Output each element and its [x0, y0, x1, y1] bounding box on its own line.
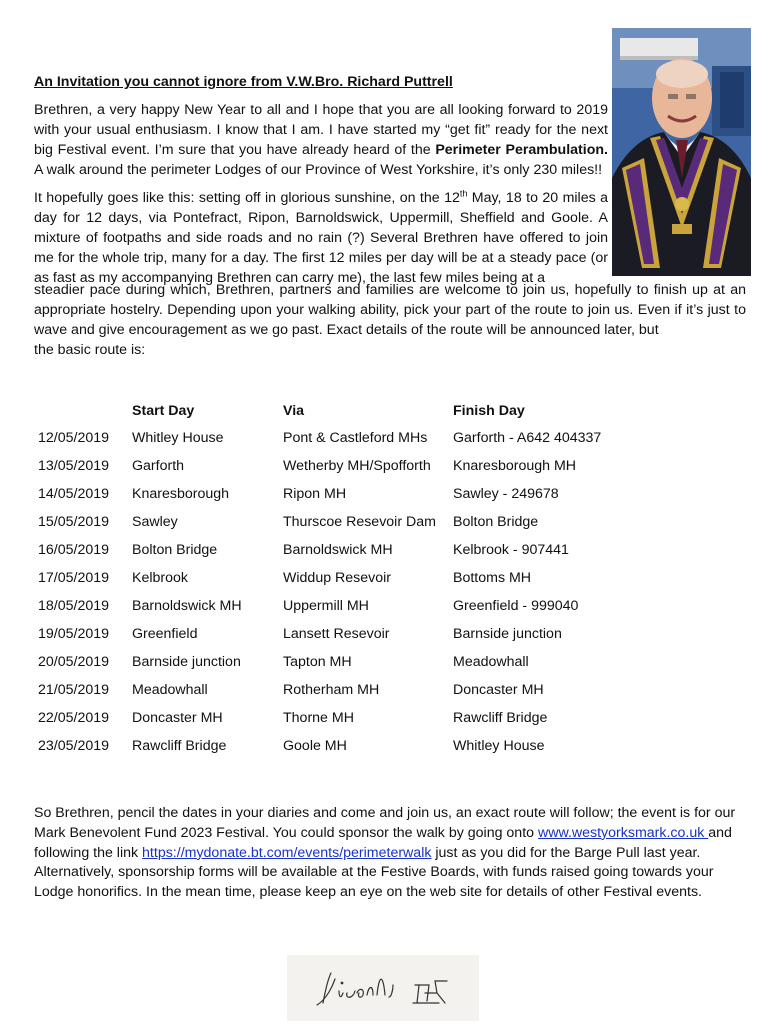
- cell-start: Barnoldswick MH: [132, 598, 242, 614]
- cell-date: 19/05/2019: [38, 626, 110, 642]
- paragraph-new-year-tail: A walk around the perimeter Lodges of our Province of West Yorkshire, it’s only 230 miles!!: [34, 162, 603, 178]
- cell-via: Lansett Resevoir: [283, 626, 390, 642]
- closing-text-1: So Brethren, pencil the dates in your diaries and come and join us, an exact route will follow; the event is for our Mark Benevolent Fund 2023 Festival. You could sponsor the walk by going onto: [34, 805, 736, 841]
- paragraph-plan-continuation: [34, 280, 746, 360]
- table-row: [38, 424, 633, 452]
- cell-finish: Barnside junction: [453, 626, 562, 642]
- paragraph-plan: [34, 188, 608, 288]
- cell-via: Ripon MH: [283, 486, 347, 502]
- website-link[interactable]: www.westyorksmark.co.uk: [537, 824, 709, 841]
- table-row: [38, 452, 633, 480]
- paragraph-new-year: [34, 100, 608, 180]
- cell-via: Barnoldswick MH: [283, 542, 393, 558]
- cell-date: 21/05/2019: [38, 682, 110, 698]
- cell-finish: Rawcliff Bridge: [453, 710, 548, 726]
- intro-section: [34, 72, 608, 288]
- cell-start: Knaresborough: [132, 486, 230, 502]
- table-row: [38, 704, 633, 732]
- table-row: [38, 480, 633, 508]
- invitation-title: An Invitation you cannot ignore from V.W.Bro. Richard Puttrell: [34, 74, 453, 90]
- cell-finish: Knaresborough MH: [453, 458, 577, 474]
- cell-via: Uppermill MH: [283, 598, 369, 614]
- cell-via: Widdup Resevoir: [283, 570, 392, 586]
- cell-date: 12/05/2019: [38, 430, 110, 446]
- cell-via: Thorne MH: [283, 710, 354, 726]
- cell-date: 22/05/2019: [38, 710, 110, 726]
- cell-start: Sawley: [132, 514, 178, 530]
- cell-finish: Doncaster MH: [453, 682, 544, 698]
- cell-start: Kelbrook: [132, 570, 188, 586]
- cell-finish: Garforth - A642 404337: [453, 430, 602, 446]
- cell-date: 17/05/2019: [38, 570, 110, 586]
- cell-finish: Whitley House: [453, 738, 545, 754]
- closing-text-2: and following the link: [34, 824, 732, 861]
- table-row: [38, 648, 633, 676]
- cell-via: Thurscoe Resevoir Dam: [283, 514, 436, 530]
- cell-date: 18/05/2019: [38, 598, 110, 614]
- cell-via: Tapton MH: [283, 654, 352, 670]
- cell-start: Bolton Bridge: [132, 542, 218, 558]
- cell-start: Garforth: [132, 458, 185, 474]
- table-row: [38, 592, 633, 620]
- paragraph-new-year-text: Brethren, a very happy New Year to all and I hope that you are all looking forward to 2019 with your usual enthusiasm. I know that I am. I have started my “get fit” ready for the next big Festival event. I’m sure that you have already heard of the: [34, 102, 608, 158]
- route-table-header: [38, 398, 633, 424]
- table-row: [38, 676, 633, 704]
- cell-start: Meadowhall: [132, 682, 208, 698]
- cell-start: Whitley House: [132, 430, 224, 446]
- cell-via: Pont & Castleford MHs: [283, 430, 428, 446]
- cell-via: Goole MH: [283, 738, 347, 754]
- signature-image: [287, 955, 479, 1021]
- ordinal-suffix: th: [459, 188, 468, 199]
- cell-via: Wetherby MH/Spofforth: [283, 458, 431, 474]
- cell-date: 14/05/2019: [38, 486, 110, 502]
- cell-finish: Bottoms MH: [453, 570, 532, 586]
- cell-finish: Greenfield - 999040: [453, 598, 579, 614]
- paragraph-continuation-last-line: the basic route is:: [34, 342, 146, 358]
- table-row: [38, 536, 633, 564]
- cell-date: 13/05/2019: [38, 458, 110, 474]
- cell-date: 20/05/2019: [38, 654, 110, 670]
- cell-finish: Kelbrook - 907441: [453, 542, 569, 558]
- header-date: [38, 398, 132, 424]
- paragraph-plan-text: It hopefully goes like this: setting off in glorious sunshine, on the 12: [34, 190, 460, 206]
- cell-start: Greenfield: [132, 626, 198, 642]
- cell-finish: Bolton Bridge: [453, 514, 539, 530]
- header-start-day: Start Day: [132, 403, 195, 419]
- header-finish-day: Finish Day: [453, 403, 525, 419]
- table-row: [38, 620, 633, 648]
- donate-link[interactable]: https://mydonate.bt.com/events/perimeterwalk: [142, 844, 432, 861]
- cell-finish: Meadowhall: [453, 654, 529, 670]
- header-via: Via: [283, 403, 305, 419]
- route-table: [38, 398, 633, 760]
- portrait-photo: [612, 28, 751, 276]
- cell-start: Barnside junction: [132, 654, 241, 670]
- cell-start: Doncaster MH: [132, 710, 223, 726]
- event-name: Perimeter Perambulation.: [435, 142, 608, 158]
- table-row: [38, 508, 633, 536]
- closing-paragraph: [34, 804, 746, 903]
- cell-finish: Sawley - 249678: [453, 486, 559, 502]
- table-row: [38, 732, 633, 760]
- closing-text-3: just as you did for the Barge Pull last year. Alternatively, sponsorship forms will be available at the Festive Boards, with funds raised going towards your Lodge honorifics. In the mean time, please keep an eye on the web site for details of other Festival events.: [34, 844, 714, 901]
- cell-date: 16/05/2019: [38, 542, 110, 558]
- table-row: [38, 564, 633, 592]
- cell-date: 23/05/2019: [38, 738, 110, 754]
- cell-via: Rotherham MH: [283, 682, 380, 698]
- paragraph-continuation-text: steadier pace during which, Brethren, partners and families are welcome to join us, hopefully to finish up at an appropriate hostelry. Depending upon your walking ability, pick your part of the route to join us. Even if it’s just to wave and give encouragement as we go past. Exact details of the route will be announced later, but: [34, 282, 746, 338]
- paragraph-plan-tail: May, 18 to 20 miles a day for 12 days, via Pontefract, Ripon, Barnoldswick, Uppermill, Sheffield and Goole. A mixture of footpaths and side roads and no rain (?) Several Brethren have offered to join me for the whole trip, many for a day. The first 12 miles per day will be at a steady pace (or as fast as my accompanying Brethren can carry me), the last few miles being at a: [34, 190, 608, 286]
- cell-start: Rawcliff Bridge: [132, 738, 227, 754]
- cell-date: 15/05/2019: [38, 514, 110, 530]
